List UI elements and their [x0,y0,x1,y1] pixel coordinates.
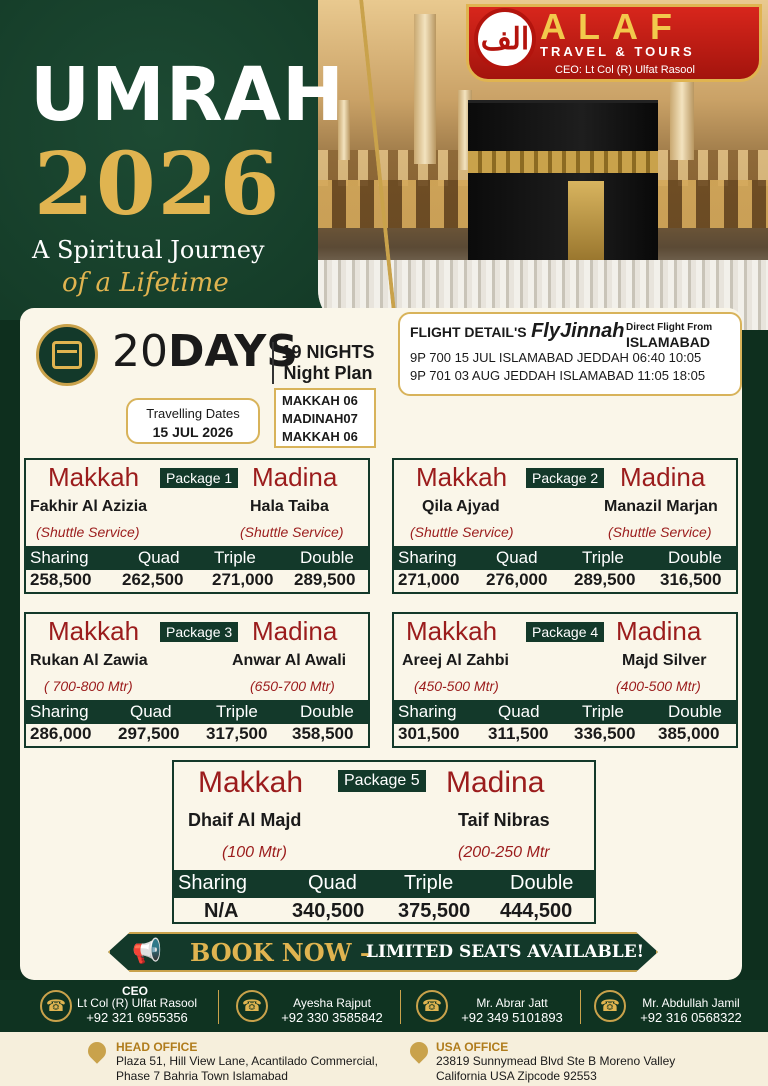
hero-tagline-2: of a Lifetime [62,268,229,298]
madina-hotel: Majd Silver [622,652,707,669]
price-sharing: N/A [204,900,239,922]
night-plan-box: MAKKAH 06 MADINAH07 MAKKAH 06 [274,388,376,448]
col-quad: Quad [498,702,540,721]
price-triple: 336,500 [574,724,636,743]
flight-origin: ISLAMABAD [626,334,710,350]
calendar-icon [52,341,82,369]
price-quad: 276,000 [486,570,548,589]
package-card-5 [172,760,596,924]
price-triple: 375,500 [398,900,471,922]
contact-name: Mr. Abdullah Jamil [642,996,740,1010]
contact-phone[interactable]: +92 330 3585842 [281,1010,383,1025]
city-makkah: Makkah [198,766,304,799]
madina-hotel: Anwar Al Awali [232,652,347,669]
col-quad: Quad [130,702,172,721]
makkah-distance: (100 Mtr) [222,844,287,861]
package-label: Package 3 [160,622,238,642]
city-makkah: Makkah [406,616,498,646]
duration-days: 20DAYS [112,326,298,377]
makkah-distance: (Shuttle Service) [36,524,140,540]
makkah-hotel: Areej Al Zahbi [402,652,509,669]
package-label: Package 1 [160,468,238,488]
makkah-hotel: Fakhir Al Azizia [30,498,148,515]
price-double: 289,500 [294,570,356,589]
contact-phone[interactable]: +92 349 5101893 [461,1010,563,1025]
usa-office-line2: California USA Zipcode 92553 [436,1069,597,1083]
travel-date: 15 JUL 2026 [152,424,234,440]
price-triple: 317,500 [206,724,268,743]
package-card-3 [24,612,370,748]
madina-hotel: Taif Nibras [458,810,550,830]
city-madina: Madina [620,462,706,492]
city-madina: Madina [446,766,545,799]
travel-dates-label: Travelling Dates [146,406,240,421]
city-madina: Madina [616,616,702,646]
hero-title: UMRAH [30,52,345,138]
hero-tagline-1: A Spiritual Journey [32,236,265,264]
duration-nights: 19 NIGHTS Night Plan [272,342,378,384]
contact-phone[interactable]: +92 316 0568322 [640,1010,742,1025]
price-double: 316,500 [660,570,722,589]
makkah-distance: ( 700-800 Mtr) [44,678,133,694]
package-card-4 [392,612,738,748]
phone-icon: ☎ [40,990,72,1022]
price-quad: 311,500 [488,724,549,743]
book-now-text: BOOK NOW – [190,938,372,967]
price-double: 444,500 [500,900,573,922]
head-office-line2: Phase 7 Bahria Town Islamabad [116,1069,288,1083]
flight-details-box [398,312,742,396]
limited-seats-text: LIMITED SEATS AVAILABLE! [366,942,645,962]
travel-dates-box [126,398,260,444]
col-sharing: Sharing [178,872,247,894]
package-label: Package 5 [338,770,426,792]
price-quad: 297,500 [118,724,180,743]
price-double: 358,500 [292,724,354,743]
brand-name: ALAF [540,6,684,47]
price-double: 385,000 [658,724,720,743]
city-makkah: Makkah [48,462,140,492]
col-triple: Triple [582,702,624,721]
col-double: Double [668,702,722,721]
price-triple: 289,500 [574,570,636,589]
col-sharing: Sharing [30,548,89,567]
col-double: Double [668,548,722,567]
col-quad: Quad [496,548,538,567]
package-card-2 [392,458,738,594]
col-sharing: Sharing [30,702,89,721]
col-triple: Triple [404,872,454,894]
col-quad: Quad [308,872,357,894]
contact-name: Lt Col (R) Ulfat Rasool [76,996,198,1010]
madina-hotel: Manazil Marjan [604,498,718,515]
price-sharing: 286,000 [30,724,92,743]
col-double: Double [510,872,574,894]
makkah-hotel: Qila Ajyad [422,498,500,515]
flight-line-2: 9P 701 03 AUG JEDDAH ISLAMABAD 11:05 18:05 [410,368,706,383]
contact-phone[interactable]: +92 321 6955356 [86,1010,188,1025]
price-triple: 271,000 [212,570,274,589]
flight-title: FLIGHT DETAIL'S [410,324,527,340]
contact-role: CEO [121,984,148,998]
madina-distance: (400-500 Mtr) [616,678,701,694]
price-sharing: 301,500 [398,724,460,743]
direct-flight-label: Direct Flight From [626,322,713,333]
usa-office-title: USA OFFICE [436,1040,509,1054]
city-madina: Madina [252,462,338,492]
madina-distance: (200-250 Mtr [458,844,550,861]
city-madina: Madina [252,616,338,646]
makkah-distance: (450-500 Mtr) [414,678,499,694]
col-double: Double [300,702,354,721]
price-sharing: 258,500 [30,570,92,589]
package-card-1 [24,458,370,594]
col-quad: Quad [138,548,180,567]
col-sharing: Sharing [398,548,457,567]
price-sharing: 271,000 [398,570,460,589]
brand-subtitle: TRAVEL & TOURS [540,44,695,59]
phone-icon: ☎ [236,990,268,1022]
col-triple: Triple [214,548,256,567]
contact-name: Ayesha Rajput [293,996,371,1010]
city-makkah: Makkah [48,616,140,646]
package-label: Package 2 [526,468,604,488]
hero-year: 2026 [34,134,282,235]
brand-ceo-line: CEO: Lt Col (R) Ulfat Rasool [555,64,695,76]
makkah-hotel: Dhaif Al Majd [188,810,302,830]
flight-line-1: 9P 700 15 JUL ISLAMABAD JEDDAH 06:40 10:05 [410,350,702,365]
col-triple: Triple [582,548,624,567]
makkah-distance: (Shuttle Service) [410,524,514,540]
megaphone-icon: 📢 [132,938,162,965]
package-label: Package 4 [526,622,604,642]
brand-logo-mark: الف [474,8,536,70]
madina-distance: (Shuttle Service) [240,524,344,540]
head-office-line1: Plaza 51, Hill View Lane, Acantilado Commercial, [116,1054,378,1068]
price-quad: 262,500 [122,570,184,589]
phone-icon: ☎ [416,990,448,1022]
madina-distance: (650-700 Mtr) [250,678,335,694]
calendar-badge [36,324,98,386]
col-sharing: Sharing [398,702,457,721]
col-triple: Triple [216,702,258,721]
price-quad: 340,500 [292,900,365,922]
head-office-title: HEAD OFFICE [116,1040,198,1054]
col-double: Double [300,548,354,567]
madina-hotel: Hala Taiba [250,498,329,515]
city-makkah: Makkah [416,462,508,492]
usa-office-line1: 23819 Sunnymead Blvd Ste B Moreno Valley [436,1054,676,1068]
phone-icon: ☎ [594,990,626,1022]
contact-name: Mr. Abrar Jatt [476,996,548,1010]
makkah-hotel: Rukan Al Zawia [30,652,148,669]
airline-name: FlyJinnah [531,320,625,342]
madina-distance: (Shuttle Service) [608,524,712,540]
